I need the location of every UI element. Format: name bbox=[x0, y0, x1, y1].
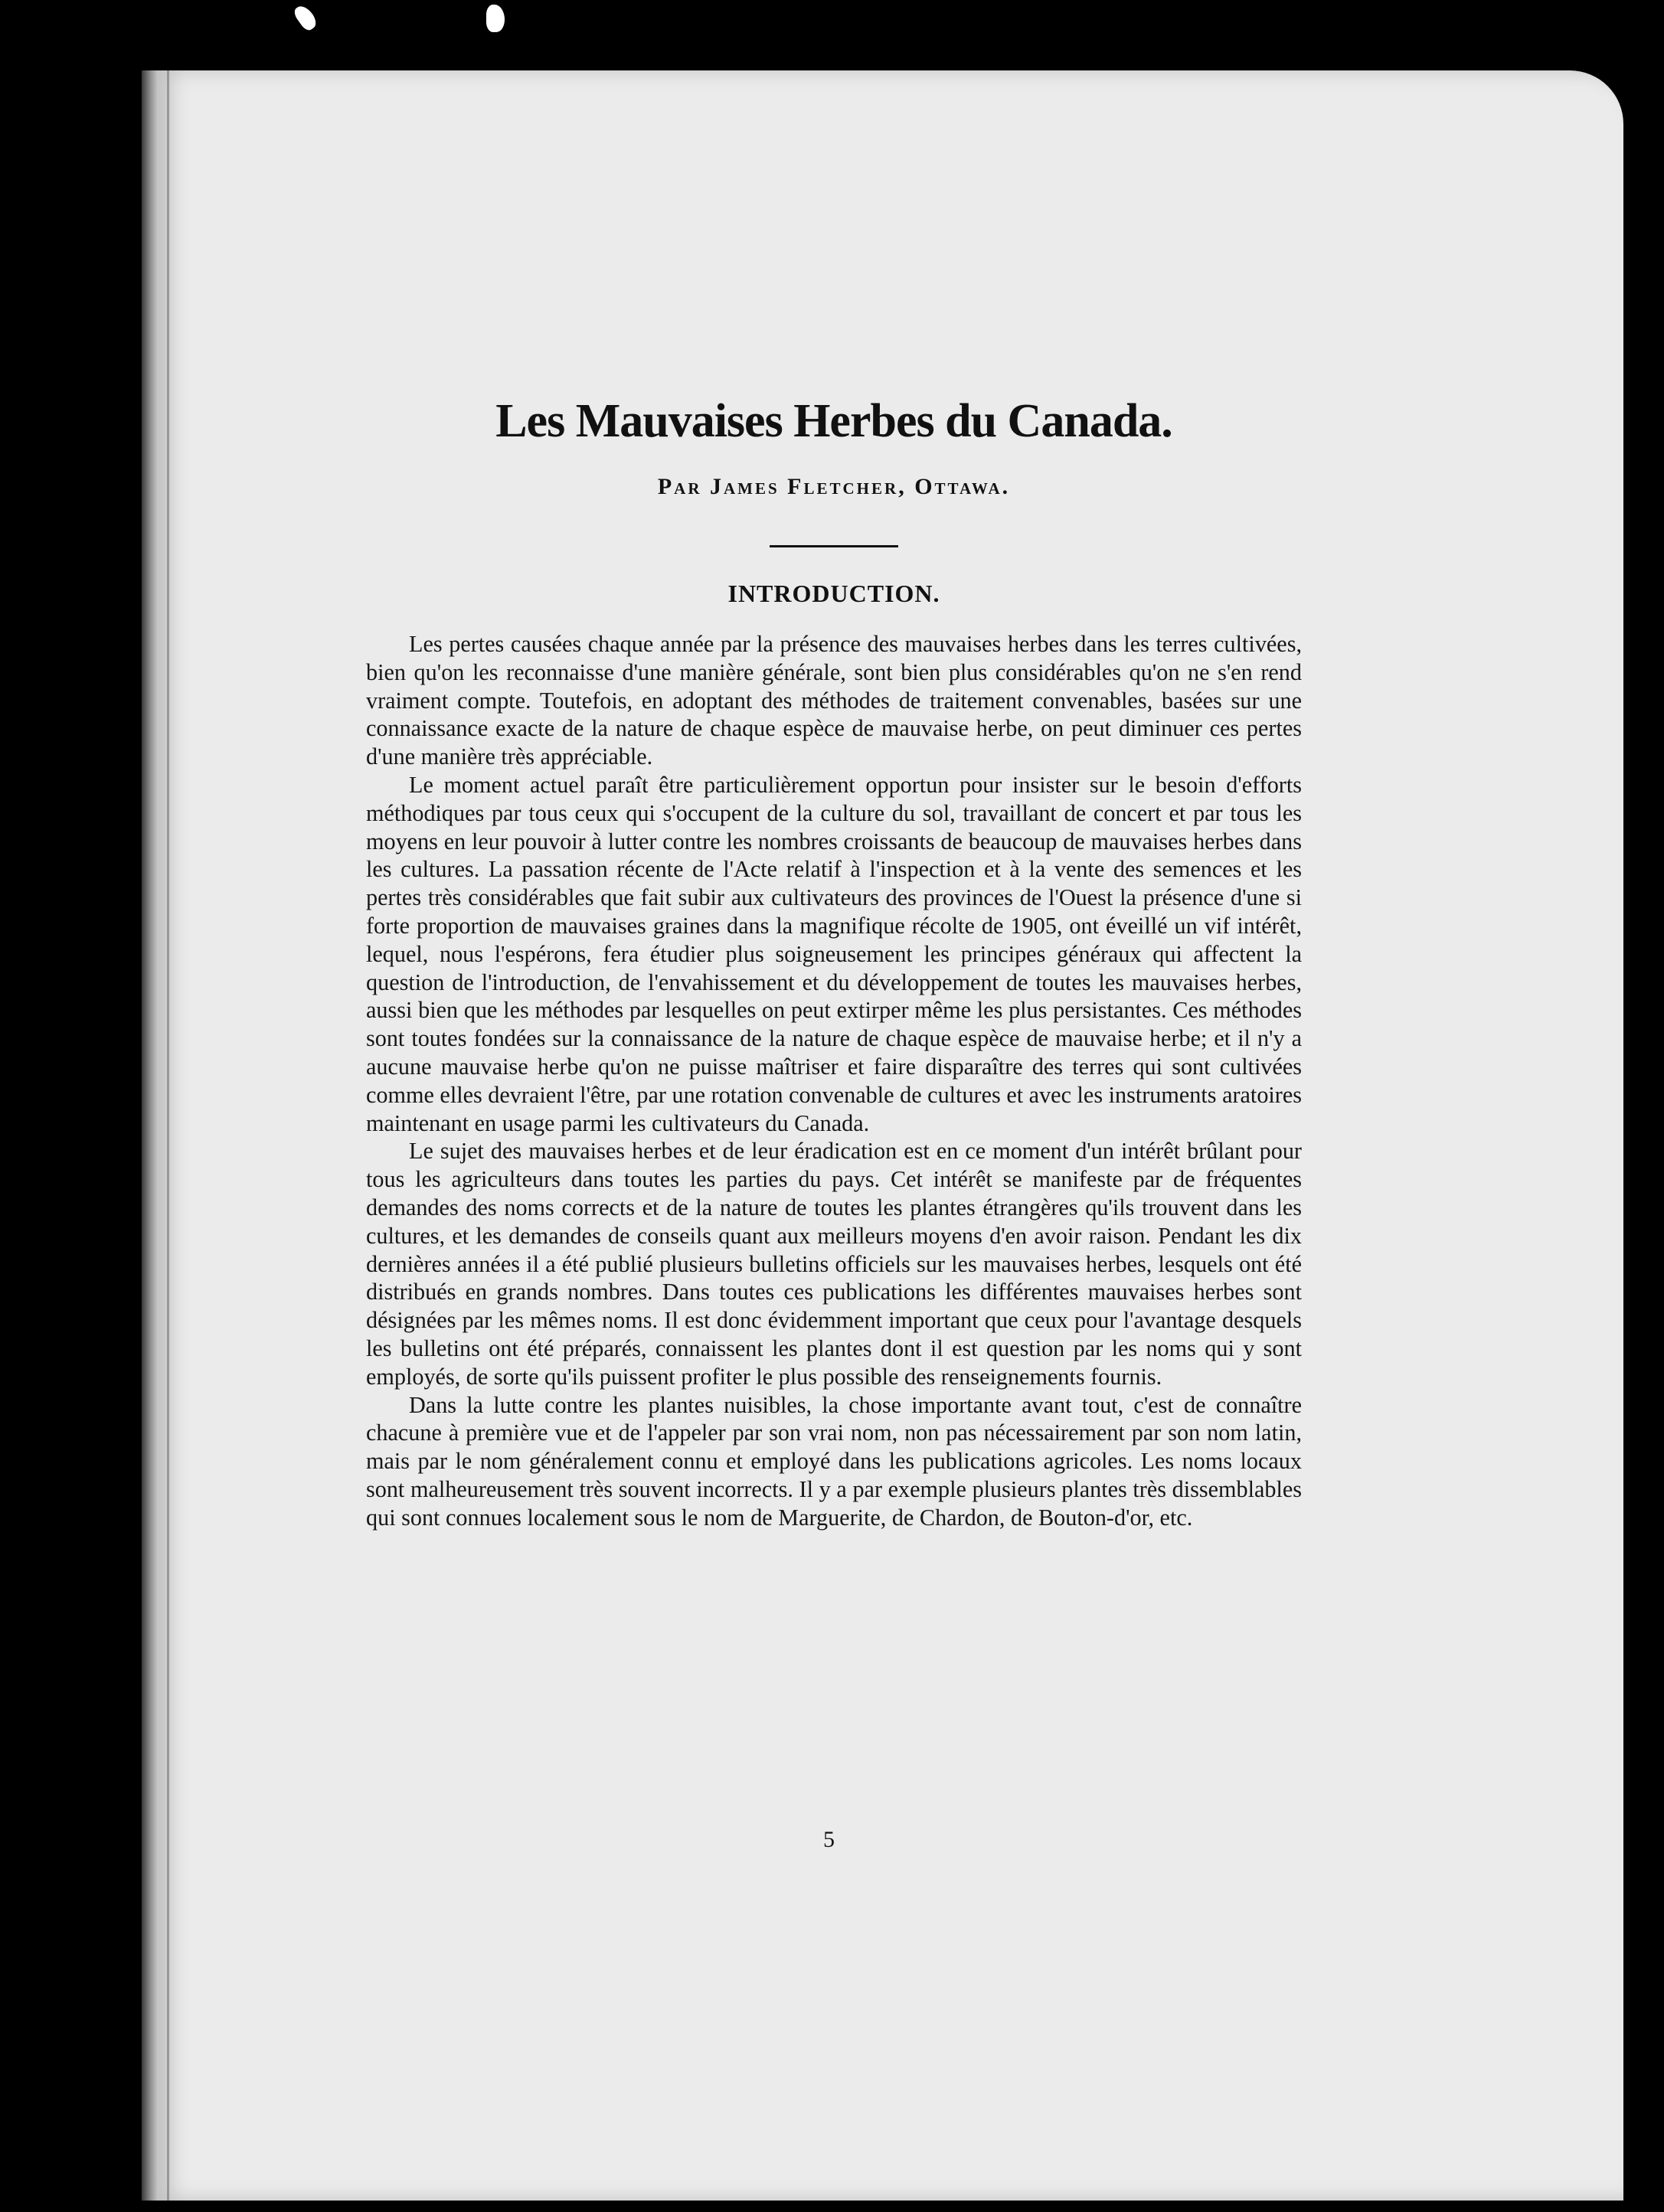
page-fold-line bbox=[167, 70, 169, 2201]
film-scratch-mark bbox=[292, 2, 319, 32]
title-divider bbox=[770, 545, 898, 547]
author-byline: Par James Fletcher, Ottawa. bbox=[657, 474, 1011, 499]
document-title: Les Mauvaises Herbes du Canada. bbox=[495, 395, 1172, 447]
paragraph: Le sujet des mauvaises herbes et de leur éradication est en ce moment d'un intérêt brûlant pour tous les agriculteurs dans toutes les parties du pays. Cet intérêt se manifeste par de fréquentes demandes des noms corrects et de la nature de toutes les plantes étrangères qu'ils trouvent dans les cultures, et les demandes de conseils quant aux meilleurs moyens d'en avoir raison. Pendant les dix dernières années il a été publié plusieurs bulletins officiels sur les mauvaises herbes, lesquels ont été distribués en grands nombres. Dans toutes ces publications les différentes mauvaises herbes sont désignées par les mêmes noms. Il est donc évidemment important que ceux pour l'avantage desquels les bulletins ont été préparés, connaissent les plantes dont il est question par les noms qui y sont employés, de sorte qu'ils puissent profiter le plus possible des renseignements fournis. bbox=[366, 1138, 1302, 1390]
section-heading: INTRODUCTION. bbox=[727, 580, 940, 607]
paragraph: Dans la lutte contre les plantes nuisibles, la chose importante avant tout, c'est de connaître chacune à première vue et de l'appeler par son vrai nom, non pas nécessairement par son nom latin, mais par le nom généralement connu et employé dans les publications agricoles. Les noms locaux sont malheureusement très souvent incorrects. Il y a par exemple plusieurs plantes très dissemblables qui sont connues localement sous le nom de Marguerite, de Chardon, de Bouton-d'or, etc. bbox=[366, 1391, 1302, 1531]
film-scratch-mark bbox=[486, 5, 505, 32]
page-content bbox=[366, 390, 1302, 1532]
page-number: 5 bbox=[823, 1827, 835, 1852]
paragraph: Les pertes causées chaque année par la présence des mauvaises herbes dans les terres cultivées, bien qu'on les reconnaisse d'une manière générale, sont bien plus considérables qu'on ne s'en rend vraiment compte. Toutefois, en adoptant des méthodes de traitement convenables, basées sur une connaissance exacte de la nature de chaque espèce de mauvaise herbe, on peut diminuer ces pertes d'une manière très appréciable. bbox=[366, 631, 1302, 770]
body-text bbox=[366, 630, 1302, 1532]
paragraph: Le moment actuel paraît être particulièrement opportun pour insister sur le besoin d'efforts méthodiques par tous ceux qui s'occupent de la culture du sol, travaillant de concert et par tous les moyens en leur pouvoir à lutter contre les nombres croissants de beaucoup de mauvaises herbes dans les cultures. La passation récente de l'Acte relatif à l'inspection et à la vente des semences et les pertes très considérables que fait subir aux cultivateurs des provinces de l'Ouest la présence d'une si forte proportion de mauvaises graines dans la magnifique récolte de 1905, ont éveillé un vif intérêt, lequel, nous l'espérons, fera étudier plus soigneusement les principes généraux qui affectent la question de l'introduction, de l'envahissement et du développement de toutes les mauvaises herbes, aussi bien que les méthodes par lesquelles on peut extirper même les plus persistantes. Ces méthodes sont toutes fondées sur la connaissance de la nature de chaque espèce de mauvaise herbe; et il n'y a aucune mauvaise herbe qu'on ne puisse maîtriser et faire disparaître des terres qui sont cultivées comme elles devraient l'être, par une rotation convenable de cultures et avec les instruments aratoires maintenant en usage parmi les cultivateurs du Canada. bbox=[366, 771, 1302, 1136]
